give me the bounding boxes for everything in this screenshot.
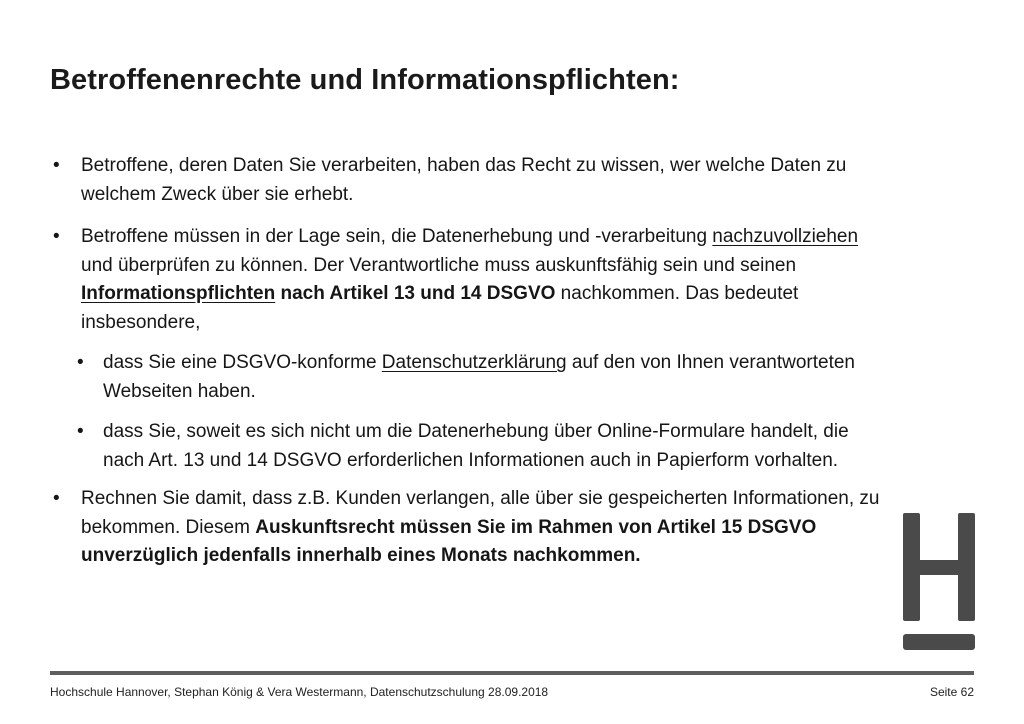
bullet-3: [50, 485, 890, 571]
bullet-2-text-b: und überprüfen zu können. Der Verantwortliche muss auskunftsfähig sein und seinen: [81, 254, 797, 276]
bullet-dot: •: [53, 155, 60, 176]
sub-bullet-1-text-a: dass Sie eine DSGVO-konforme: [103, 352, 382, 373]
bullet-2-text-a: Betroffene müssen in der Lage sein, die Datenerhebung und -verarbeitung: [81, 226, 713, 247]
bullet-2-bold-underlined-term: Informationspflichten: [81, 283, 276, 304]
sub-bullet-2-text: dass Sie, soweit es sich nicht um die Datenerhebung über Online-Formulare handelt, die nach Art. 13 und 14 DSGVO erforderlichen Informationen auch in Papierform vorhalten.: [103, 421, 849, 471]
slide-content: [50, 152, 890, 571]
bullet-2-bold-text: nach Artikel 13 und 14 DSGVO: [275, 283, 556, 304]
sub-bullet-2: [50, 418, 890, 475]
bullet-3-bold-text: Auskunftsrecht müssen Sie im Rahmen von Artikel 15 DSGVO unverzüglich jedenfalls innerhalb eines Monats nachkommen.: [81, 516, 817, 566]
bullet-dot: •: [77, 421, 84, 442]
bullet-dot: •: [53, 488, 60, 509]
footer-citation: Hochschule Hannover, Stephan König & Vera Westermann, Datenschutzschulung 28.09.2018: [50, 685, 549, 699]
slide-title: Betroffenenrechte und Informationspflichten:: [50, 64, 680, 96]
page-number: Seite 62: [929, 685, 974, 699]
logo-underline-bar: [903, 634, 975, 650]
sub-bullet-1: [50, 349, 890, 406]
bullet-dot: •: [53, 226, 60, 247]
footer-rule: [50, 671, 974, 675]
logo-crossbar: [903, 560, 975, 575]
bullet-2-text-c: nachkommen. Das bedeutet insbesondere,: [81, 283, 799, 333]
bullet-dot: •: [77, 352, 84, 373]
hochschule-hannover-logo-icon: [903, 513, 975, 653]
sub-bullet-1-underlined-term: Datenschutzerklärung: [381, 352, 567, 373]
bullet-3-text: Rechnen Sie damit, dass z.B. Kunden verlangen, alle über sie gespeicherten Informationen, zu bekommen. Diesem: [81, 488, 880, 538]
bullet-1-text: Betroffene, deren Daten Sie verarbeiten, haben das Recht zu wissen, wer welche Daten zu welchem Zweck über sie erhebt.: [81, 155, 847, 205]
bullet-1: [50, 152, 890, 209]
bullet-2-underlined-term: nachzuvollziehen: [712, 226, 859, 247]
bullet-2: [50, 223, 890, 337]
sub-bullet-1-text-b: auf den von Ihnen verantworteten Webseiten haben.: [103, 352, 855, 402]
